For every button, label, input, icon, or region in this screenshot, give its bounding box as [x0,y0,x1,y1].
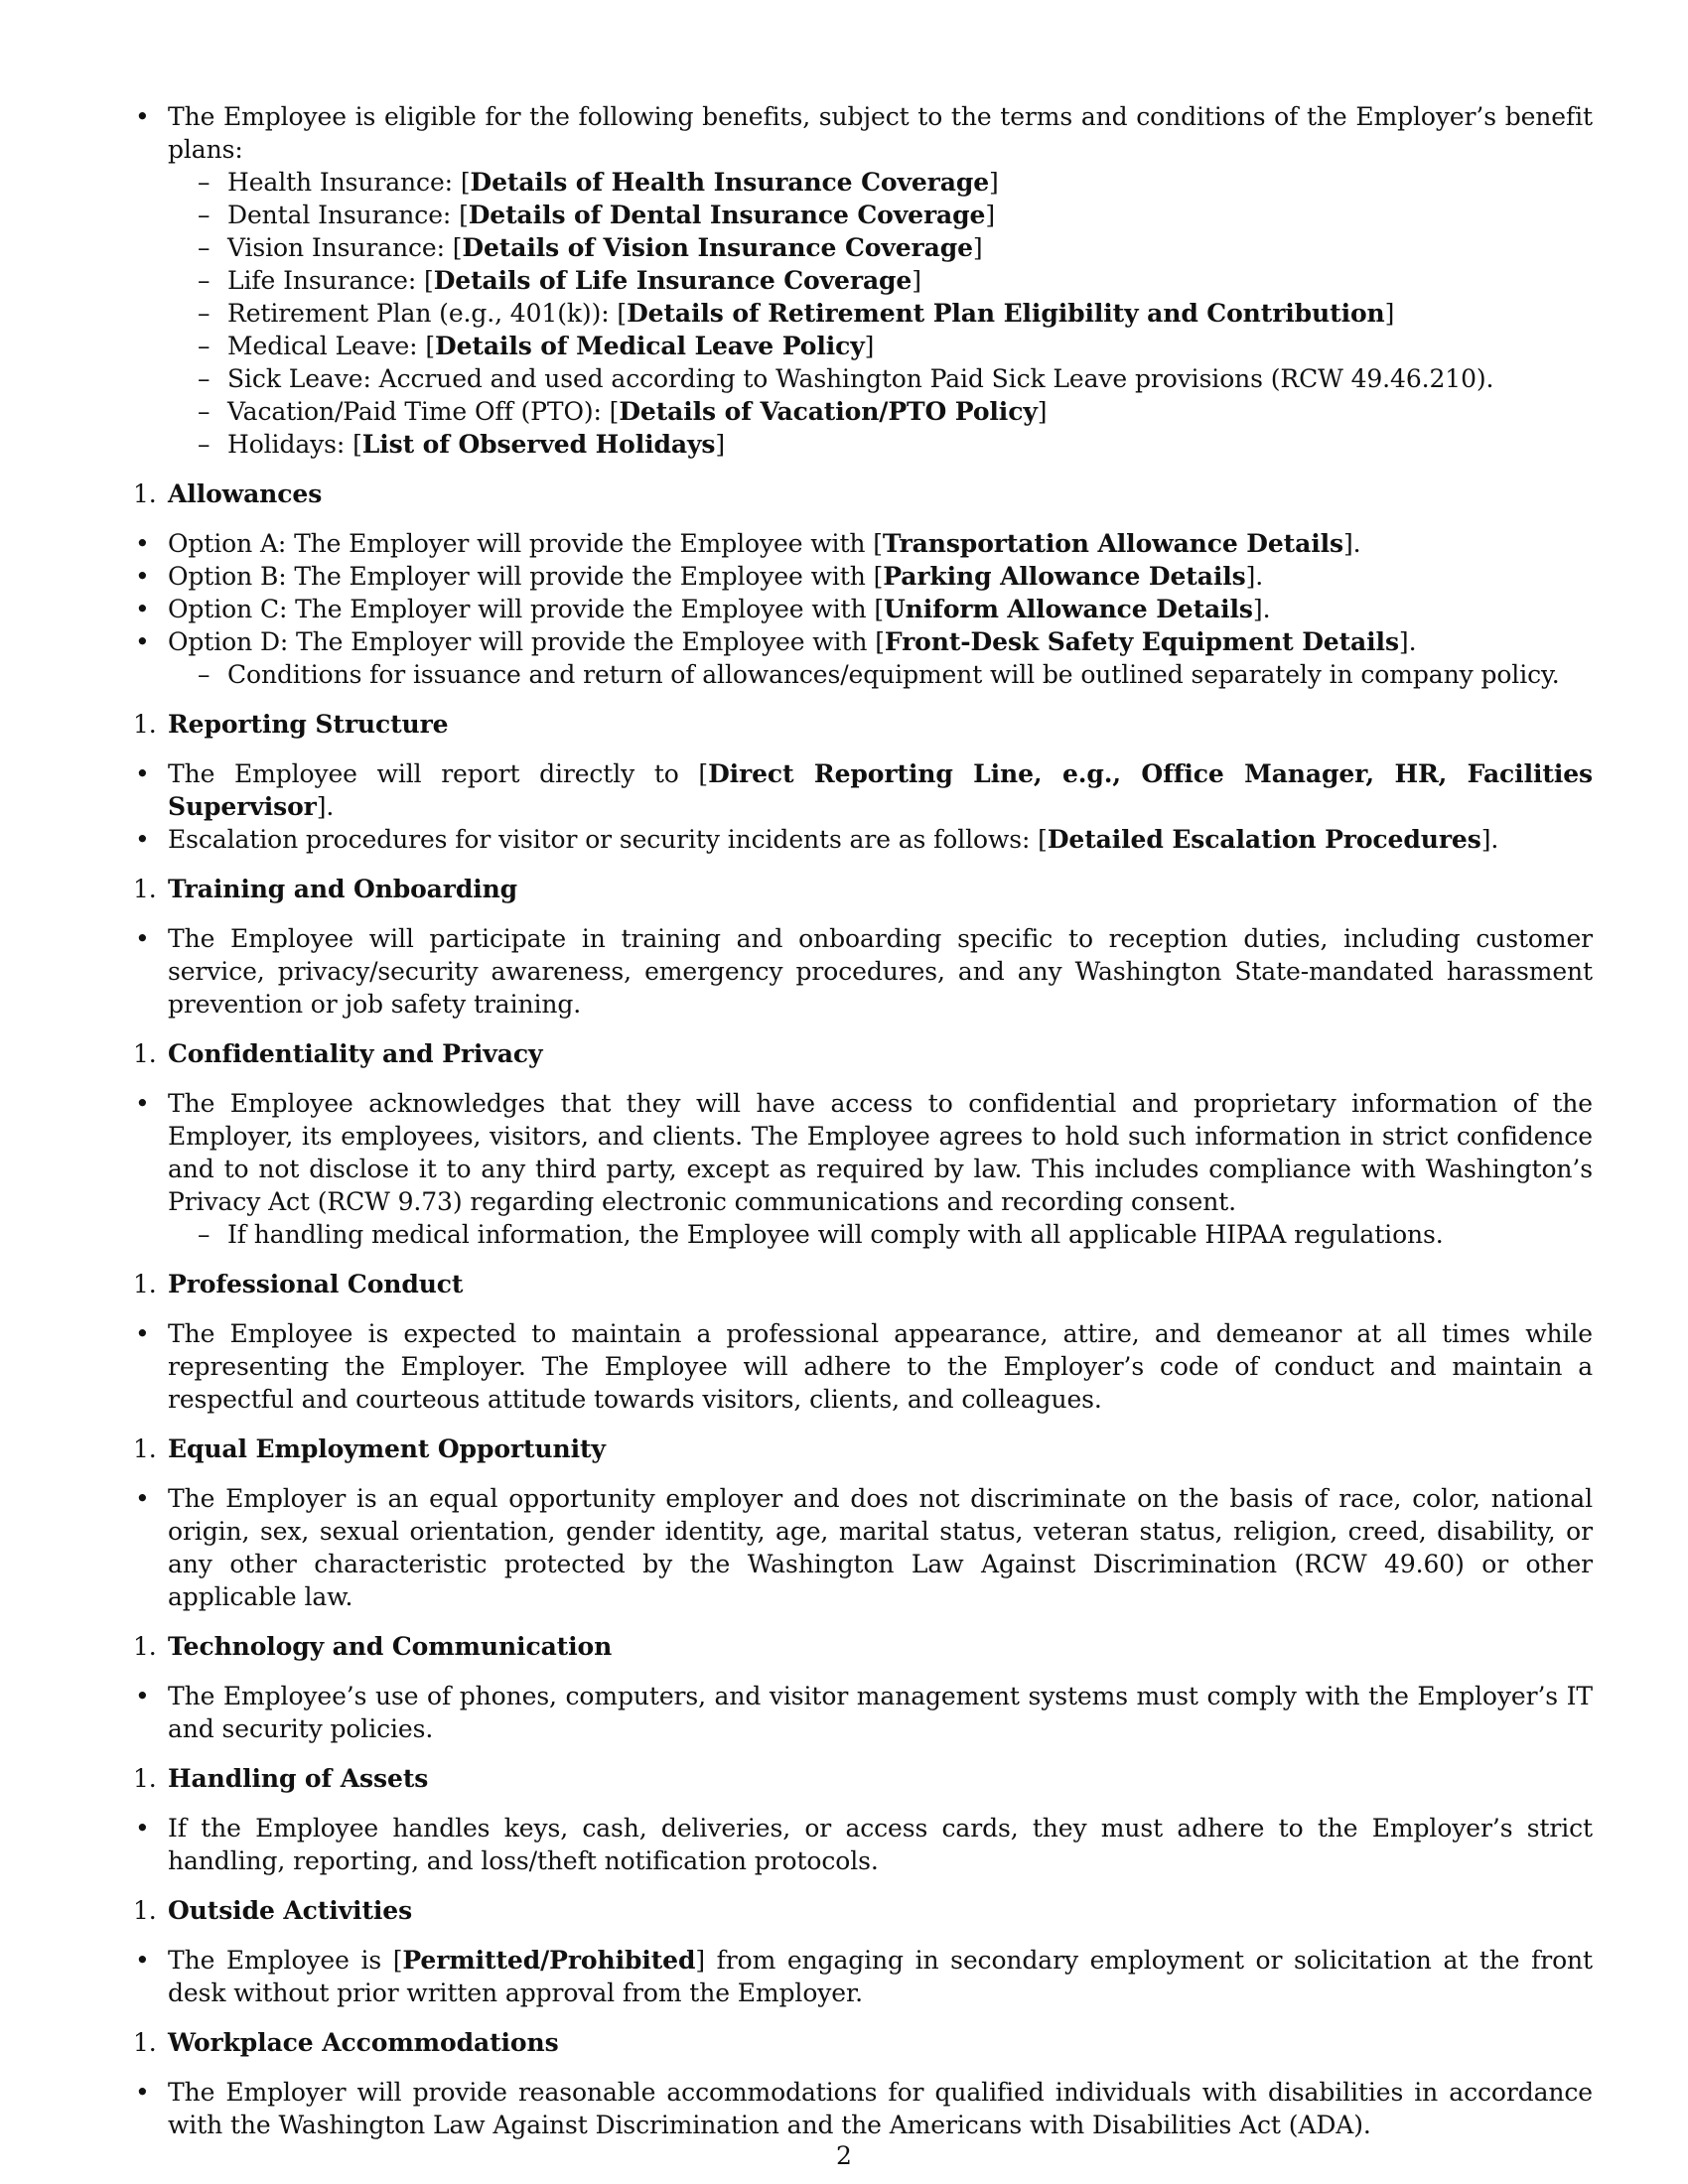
section-number: 1. [133,1270,157,1298]
item-text: ]. [1245,562,1264,591]
item-text: ] [989,168,999,197]
section-heading [131,1762,1593,1795]
item-text: Vacation/Paid Time Off (PTO): [ [227,397,620,426]
item-text: The Employee is [ [168,1946,403,1975]
item-text: ]. [1342,529,1361,558]
item-text: Option D: The Employer will provide the Employee with [ [168,627,885,656]
section-number: 1. [133,1632,157,1661]
item-text: Holidays: [ [227,430,362,459]
sub-item [131,231,1593,264]
item-text: Health Insurance: [ [227,168,471,197]
bullet-item [131,922,1593,1021]
bullet-item [131,1317,1593,1416]
sub-item [131,1218,1593,1251]
placeholder-text: Details of Health Insurance Coverage [470,168,990,197]
item-text: The Employee will report directly to [ [168,759,709,788]
section-title: Confidentiality and Privacy [168,1039,543,1068]
item-text: If the Employee handles keys, cash, deliveries, or access cards, they must adhere to the Employer’s strict handling, reporting, and loss/theft notification protocols. [168,1814,1593,1875]
section-number: 1. [133,1039,157,1068]
item-text: Option B: The Employer will provide the Employee with [ [168,562,884,591]
section-title: Professional Conduct [168,1270,464,1298]
item-text: ] [985,201,995,229]
bullet-item [131,1087,1593,1218]
sub-item [131,395,1593,428]
section-number: 1. [133,1434,157,1463]
item-text: ] [972,233,983,262]
sub-item [131,264,1593,297]
section-title: Workplace Accommodations [168,2028,559,2057]
bullet-item [131,1482,1593,1613]
placeholder-text: Details of Medical Leave Policy [434,332,865,360]
item-text: ] [1037,397,1048,426]
placeholder-text: Details of Vision Insurance Coverage [462,233,973,262]
item-text: Option C: The Employer will provide the Employee with [ [168,595,884,623]
placeholder-text: Details of Life Insurance Coverage [433,266,913,295]
sub-item [131,297,1593,330]
item-text: The Employer will provide reasonable accommodations for qualified individuals with disabilities in accordance with the Washington Law Against Discrimination and the Americans with Disabilities Act (ADA). [168,2078,1593,2139]
item-text: Escalation procedures for visitor or security incidents are as follows: [ [168,825,1048,854]
item-text: The Employee is expected to maintain a professional appearance, attire, and demeanor at all times while representing the Employer. The Employee will adhere to the Employer’s code of conduct and maintain a respectful and courteous attitude towards visitors, clients, and colleagues. [168,1319,1593,1414]
bullet-item [131,527,1593,560]
item-text: Sick Leave: Accrued and used according to Washington Paid Sick Leave provisions (RCW 49.46.210). [227,364,1494,393]
bullet-item [131,1680,1593,1745]
section-heading [131,1630,1593,1663]
sub-item [131,428,1593,461]
section-title: Training and Onboarding [168,875,518,903]
section-title: Technology and Communication [168,1632,613,1661]
bullet-item [131,560,1593,593]
section-number: 1. [133,2028,157,2057]
item-text: Life Insurance: [ [227,266,434,295]
sub-item [131,362,1593,395]
sub-item [131,199,1593,231]
item-text: ] [1384,299,1395,328]
section-number: 1. [133,875,157,903]
section-number: 1. [133,479,157,508]
item-text: ] from engaging in secondary employment or solicitation at the front desk without prior written approval from the Employer. [168,1946,1593,2007]
item-text: Conditions for issuance and return of allowances/equipment will be outlined separately in company policy. [227,660,1560,689]
sub-item [131,166,1593,199]
item-text: The Employee acknowledges that they will have access to confidential and proprietary information of the Employer, its employees, visitors, and clients. The Employee agrees to hold such information in strict confidence and to not disclose it to any third party, except as required by law. This includes compliance with Washington’s Privacy Act (RCW 9.73) regarding electronic communications and recording consent. [168,1089,1593,1216]
bullet-item [131,625,1593,658]
item-text: If handling medical information, the Employee will comply with all applicable HIPAA regulations. [227,1220,1444,1249]
placeholder-text: Details of Vacation/PTO Policy [619,397,1038,426]
document-body [131,100,1593,2141]
placeholder-text: Transportation Allowance Details [882,529,1343,558]
placeholder-text: Parking Allowance Details [883,562,1246,591]
section-title: Reporting Structure [168,710,449,739]
section-title: Handling of Assets [168,1764,429,1793]
section-title: Equal Employment Opportunity [168,1434,606,1463]
item-text: The Employee’s use of phones, computers, and visitor management systems must comply with the Employer’s IT and security policies. [168,1682,1593,1743]
bullet-item [131,2076,1593,2141]
placeholder-text: Details of Retirement Plan Eligibility and Contribution [627,299,1385,328]
section-title: Allowances [168,479,323,508]
bullet-item [131,757,1593,823]
section-heading [131,1433,1593,1465]
section-heading [131,478,1593,510]
placeholder-text: Details of Dental Insurance Coverage [468,201,986,229]
placeholder-text: Front-Desk Safety Equipment Details [884,627,1399,656]
item-text: ] [912,266,921,295]
bullet-item [131,823,1593,856]
placeholder-text: List of Observed Holidays [361,430,716,459]
bullet-item [131,100,1593,166]
section-heading [131,1037,1593,1070]
item-text: Vision Insurance: [ [227,233,463,262]
item-text: Retirement Plan (e.g., 401(k)): [ [227,299,628,328]
item-text: ]. [1480,825,1499,854]
sub-item [131,658,1593,691]
sub-item [131,330,1593,362]
placeholder-text: Permitted/Prohibited [402,1946,696,1975]
section-heading [131,1894,1593,1927]
item-text: ] [864,332,875,360]
item-text: ]. [1252,595,1271,623]
item-text: The Employee will participate in training and onboarding specific to reception duties, including customer service, privacy/security awareness, emergency procedures, and any Washington State-mandated harassment prevention or job safety training. [168,924,1593,1019]
placeholder-text: Detailed Escalation Procedures [1047,825,1481,854]
section-heading [131,2026,1593,2059]
placeholder-text: Direct Reporting Line, e.g., Office Manager, HR, Facilities Supervisor [168,759,1593,821]
page-number: 2 [836,2141,852,2170]
item-text: Medical Leave: [ [227,332,435,360]
item-text: The Employee is eligible for the following benefits, subject to the terms and conditions of the Employer’s benefit plans: [168,102,1593,164]
bullet-item [131,1944,1593,2009]
section-heading [131,873,1593,905]
item-text: Dental Insurance: [ [227,201,469,229]
bullet-item [131,1812,1593,1877]
placeholder-text: Uniform Allowance Details [883,595,1253,623]
item-text: The Employer is an equal opportunity employer and does not discriminate on the basis of race, color, national origin, sex, sexual orientation, gender identity, age, marital status, veteran status, religion, creed, disability, or any other characteristic protected by the Washington Law Against Discrimination (RCW 49.60) or other applicable law. [168,1484,1593,1611]
item-text: ]. [316,792,335,821]
bullet-item [131,593,1593,625]
item-text: Option A: The Employer will provide the Employee with [ [168,529,883,558]
section-title: Outside Activities [168,1896,413,1925]
item-text: ] [715,430,726,459]
section-number: 1. [133,1764,157,1793]
section-number: 1. [133,710,157,739]
section-heading [131,708,1593,741]
section-number: 1. [133,1896,157,1925]
item-text: ]. [1398,627,1417,656]
section-heading [131,1268,1593,1300]
